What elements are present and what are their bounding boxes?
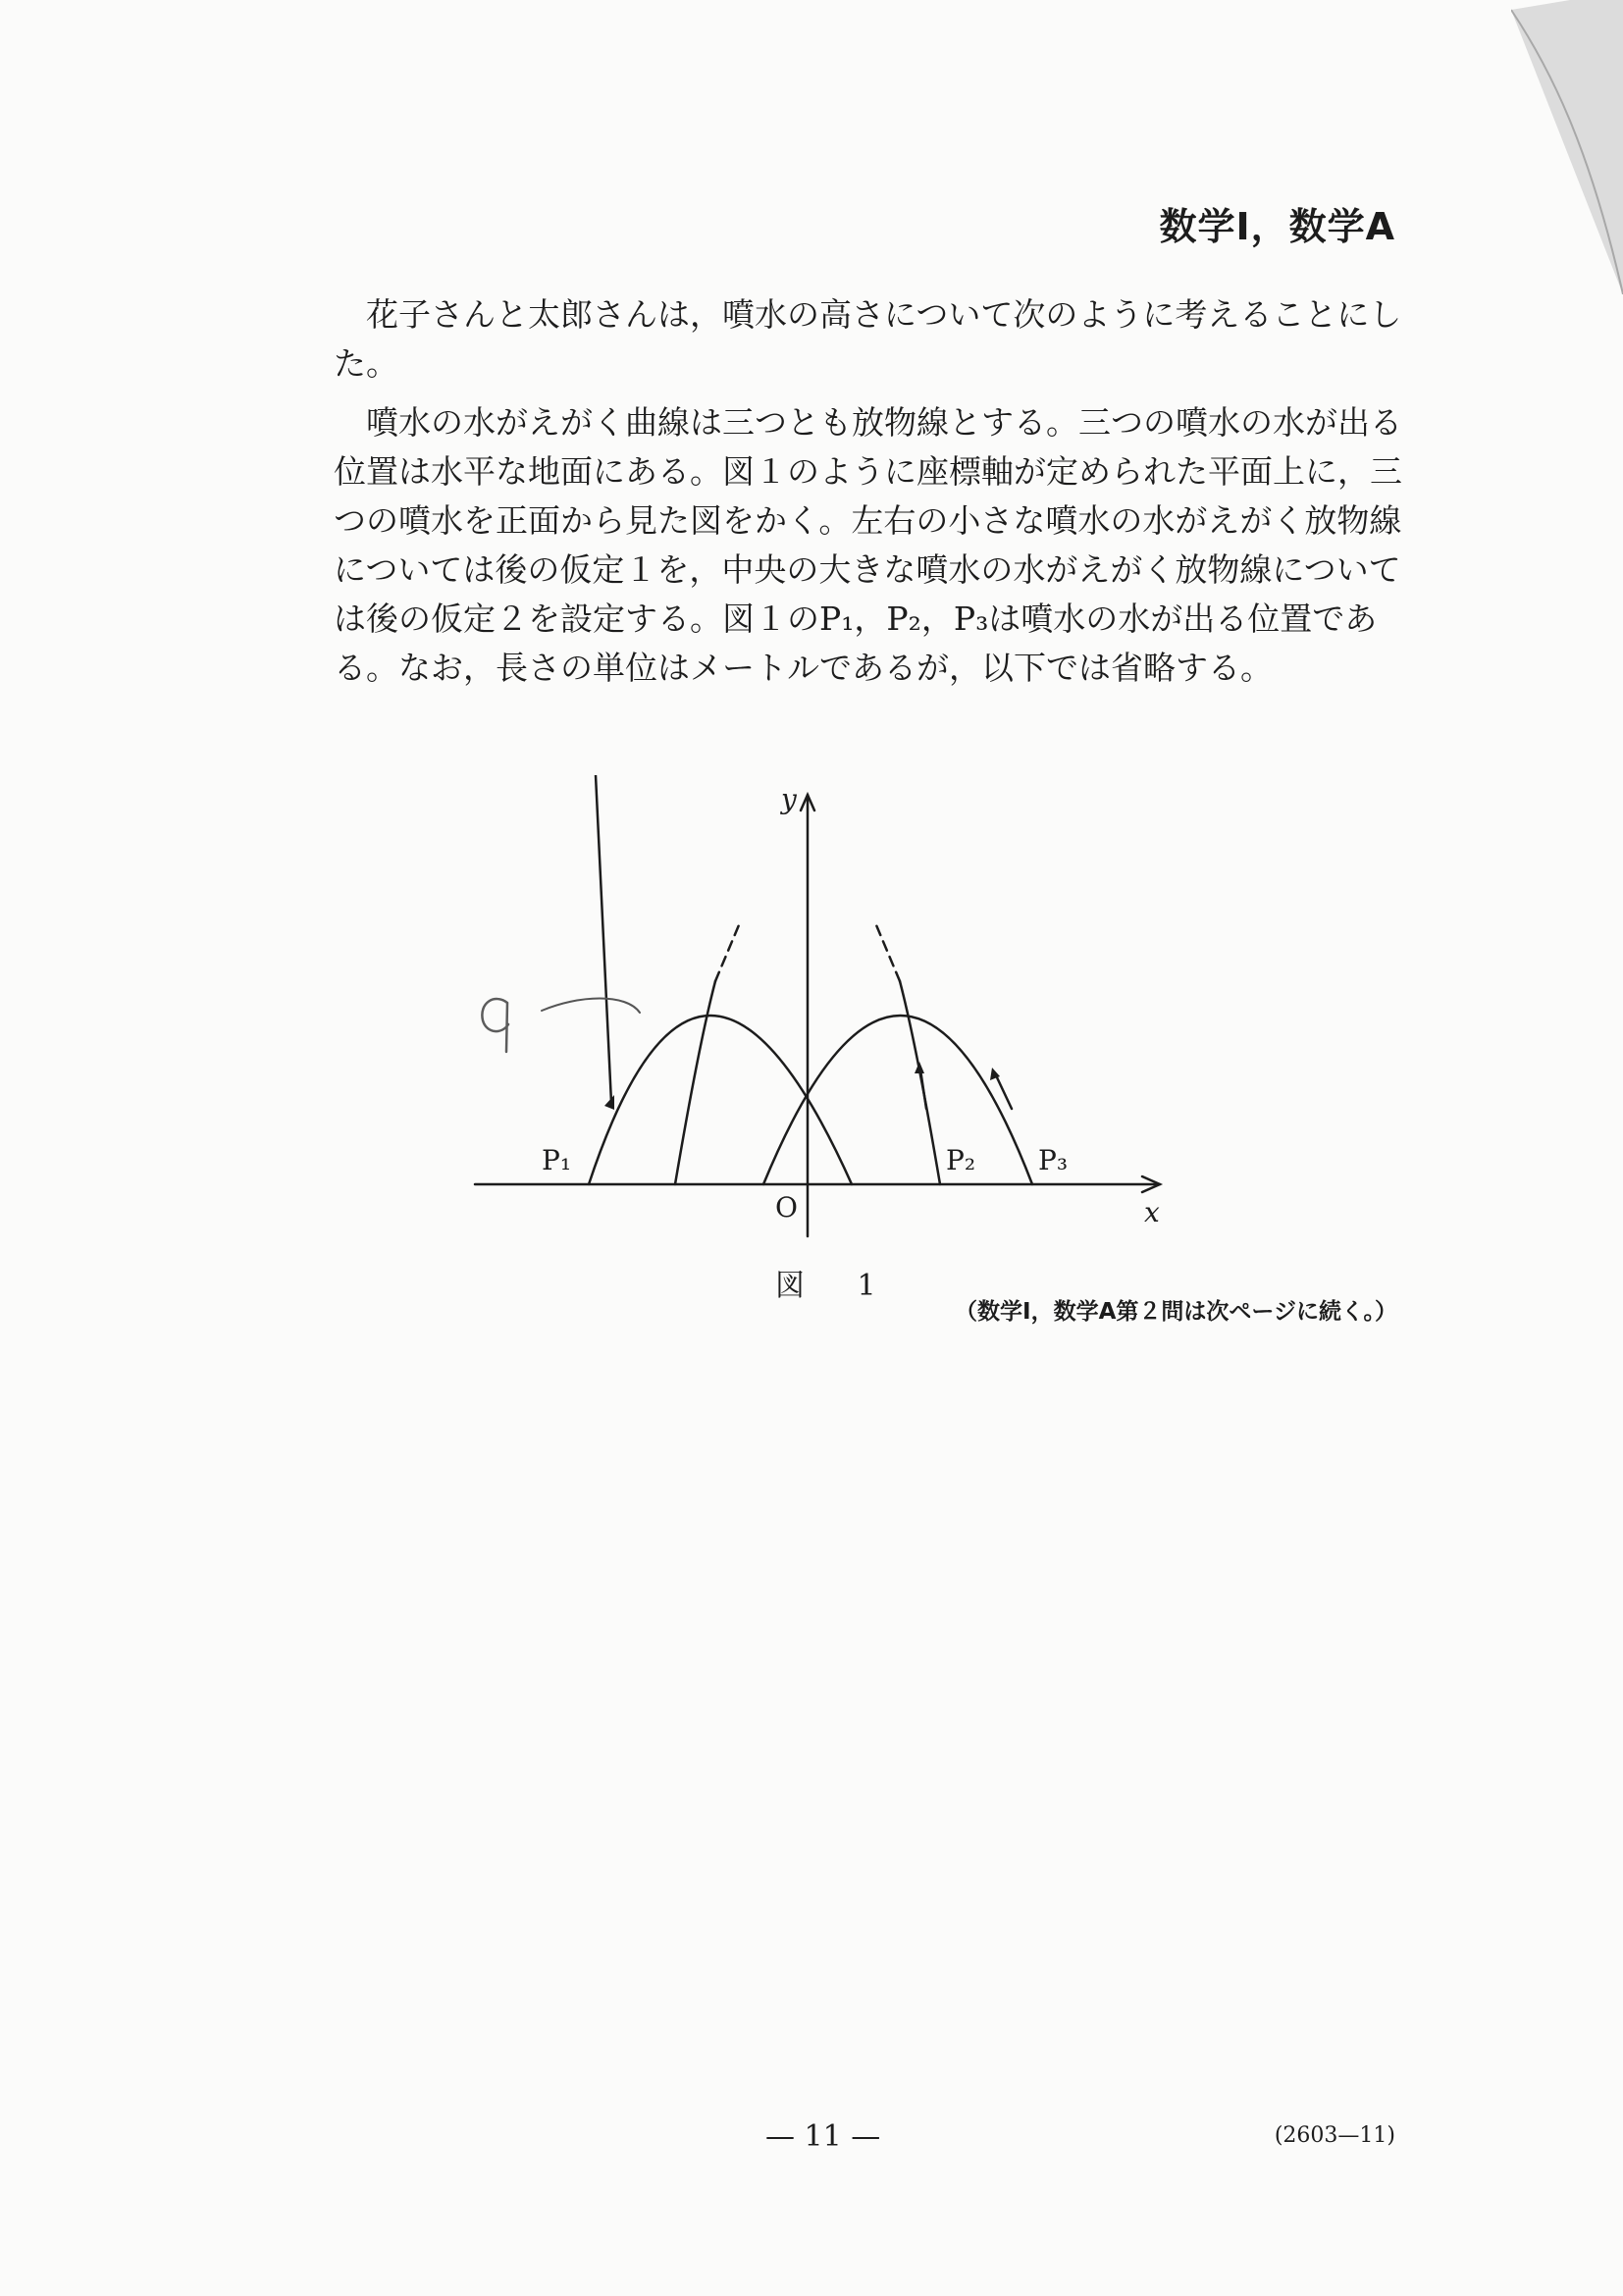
paragraph-1: 花子さんと太郎さんは，噴水の高さについて次のように考えることにした。	[334, 295, 1402, 383]
subject-title: 数学Ⅰ，数学A	[1159, 205, 1395, 248]
page-corner-shadow	[1511, 0, 1623, 294]
left-flow-arrow-shaft	[596, 775, 611, 1103]
central-parabola-left-branch	[675, 981, 715, 1184]
x-axis-label: x	[1144, 1196, 1160, 1228]
central-parabola-right-branch	[900, 981, 940, 1184]
fountain-parabola-diagram	[461, 775, 1187, 1246]
y-axis-label: y	[781, 783, 797, 815]
figure-1	[461, 775, 1187, 1246]
central-parabola-right-dashed-extension	[874, 920, 900, 981]
p3-label: P₃	[1038, 1144, 1069, 1176]
handwritten-note-glyph	[482, 999, 508, 1052]
p2-label: P₂	[946, 1144, 976, 1176]
document-code: (2603—11)	[1274, 2123, 1395, 2148]
right-small-parabola	[763, 1016, 1032, 1184]
problem-text	[334, 290, 1403, 693]
left-small-parabola	[589, 1016, 852, 1184]
left-flow-arrowhead	[604, 1095, 614, 1110]
paragraph-2: 噴水の水がえがく曲線は三つとも放物線とする。三つの噴水の水が出る位置は水平な地面にある。図１のように座標軸が定められた平面上に，三つの噴水を正面から見た図をかく。左右の小さな噴水の水がえがく放物線については後の仮定１を，中央の大きな噴水の水がえがく放物線については後の仮定２を設定する。図１のP₁，P₂，P₃は噴水の水が出る位置である。なお，長さの単位はメートルであるが，以下では省略する。	[334, 403, 1402, 687]
center-left-flow-arrow-shaft	[920, 1070, 926, 1109]
continuation-note: （数学Ⅰ，数学A第２問は次ページに続く。）	[955, 1299, 1397, 1325]
origin-label: O	[775, 1191, 798, 1224]
center-left-flow-arrowhead	[915, 1062, 924, 1073]
handwritten-note-leader	[542, 999, 640, 1014]
central-parabola-left-dashed-extension	[715, 920, 741, 981]
right-flow-arrow-shaft	[996, 1075, 1012, 1109]
p1-label: P₁	[542, 1144, 572, 1176]
figure-caption: 図 1	[775, 1269, 898, 1303]
page-number: — 11 —	[765, 2119, 881, 2154]
